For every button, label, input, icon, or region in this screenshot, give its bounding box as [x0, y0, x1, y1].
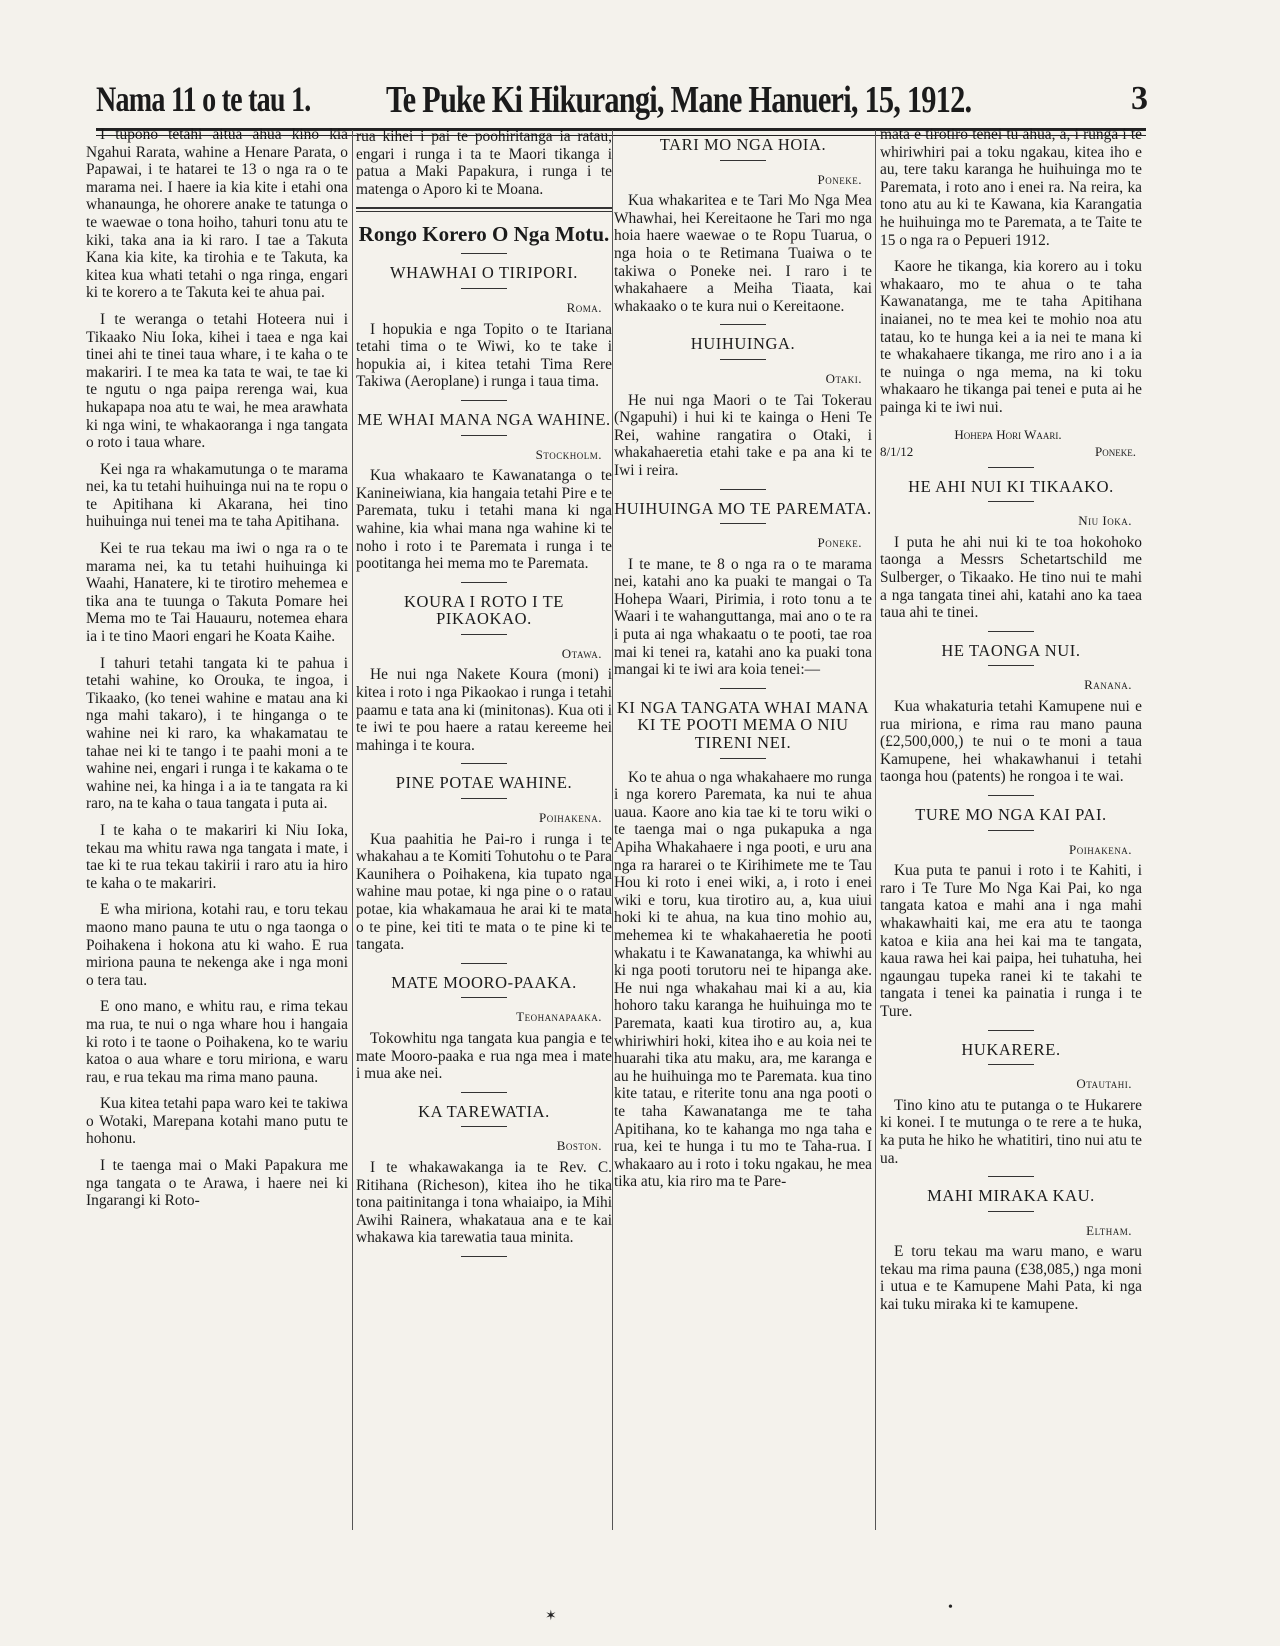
rule	[988, 830, 1034, 831]
masthead	[96, 78, 1146, 126]
paragraph: I te weranga o tetahi Hoteera nui i Tikaako Niu Ioka, kihei i taea e nga kai tinei ahi te tinei taua whare, i te kaha o te makariri. I te mea ka tata te wai, te tae ki te ngutu o nga paipa rerenga wai, kua hukapapa noa atu te wai, he mea arawhata ki nga wini, te whakaoranga i nga tangata o roto i taua whare.	[86, 310, 348, 452]
article-heading: MAHI MIRAKA KAU.	[927, 1186, 1095, 1206]
dateline: Poneke.	[817, 171, 862, 187]
column-divider	[612, 130, 613, 1530]
article-heading: KI NGA TANGATA WHAI MANA KI TE POOTI MEMA O NIU TIRENI NEI.	[616, 697, 870, 753]
rule	[461, 435, 507, 436]
article-heading: MATE MOORO-PAAKA.	[391, 972, 577, 992]
paragraph: E ono mano, e whitu rau, e rima tekau ma rua, te nui o nga whare hou i hangaia ki roto i te taone o Poihakena, ko te wariu katoa o aua whare e toru miriona, e waru rau, e rua tekau ma rima mano pauna.	[86, 998, 348, 1086]
rule	[988, 501, 1034, 502]
column-3	[614, 130, 872, 1200]
rule	[720, 758, 766, 759]
article-heading: ME WHAI MANA NGA WAHINE.	[357, 409, 611, 429]
rule	[461, 997, 507, 998]
page-number: 3	[1131, 80, 1148, 117]
dateline: Poihakena.	[1069, 841, 1132, 857]
article-heading: TURE MO NGA KAI PAI.	[915, 805, 1107, 824]
paragraph: Kua kitea tetahi papa waro kei te takiwa o Wotaki, Marepana kotahi mano putu te hohonu.	[86, 1095, 348, 1148]
dateline: Ranana.	[1084, 677, 1132, 693]
signature-place: Poneke.	[1095, 444, 1136, 460]
dateline: Niu Ioka.	[1078, 513, 1132, 529]
rule	[461, 400, 507, 401]
article-heading: PINE POTAE WAHINE.	[395, 773, 573, 793]
paragraph: Kei nga ra whakamutunga o te marama nei, ka tu tetahi huihuinga nui na te ropu o te Apitihana ki Akarana, hei tino huihuinga nui tenei ma te taha Apitihana.	[86, 460, 348, 531]
paragraph: Kei te rua tekau ma iwi o nga ra o te marama nei, ka tu tetahi huihuinga ki Waahi, Hanatere, ki te tirotiro mehemea e tika ana te tuunga o Takuta Pomare hei Mema mo te Tai Hauauru, notemea ehara ia i te tino Maori engari he Koata Kaihe.	[86, 540, 348, 646]
dateline: Otawa.	[561, 645, 602, 661]
rule	[461, 763, 507, 764]
article-heading: WHAWHAI O TIRIPORI.	[389, 263, 579, 283]
rule	[461, 253, 507, 254]
article-body: I te whakawakanga ia te Rev. C. Ritihana (Richeson), kitea iho he tika tona paitinitanga i tona whaiaipo, ia Mihi Awihi Rainera, whakatauа ana e te kai whakawa kia tarewatia taua minita.	[356, 1158, 612, 1247]
signature-line	[880, 443, 1136, 461]
rule	[988, 631, 1034, 632]
column-1	[86, 126, 348, 1219]
article-body: He nui nga Maori o te Tai Tokerau (Ngapuhi) i hui ki te kainga o Heni Te Rei, wahine rangatira o Otaki, i whakahaeretia etahi take e pa ana ki te Iwi i reira.	[614, 391, 872, 479]
article-heading: HE TAONGA NUI.	[941, 640, 1081, 660]
dateline: Otaki.	[825, 370, 862, 386]
section-title: Rongo Korero O Nga Motu.	[358, 222, 610, 247]
rule	[988, 1064, 1034, 1065]
column-4	[880, 126, 1142, 1323]
paragraph: Kaore he tikanga, kia korero au i toku whakaaro, mo te ahua o te taha Kawanatanga, me te taha Apitihana inaianei, no te mea kei te mohio noa atu tatau, ko te hunga kei a ia nei te mana ki te whakahaere tikanga, me riro ano i a ia te nuinga o nga mema, na ki toku whakaaro he tikanga pai tenei e puta ai he painga ki te iwi nui.	[880, 258, 1142, 416]
article-body: I hopukia e nga Topito o te Itariana tetahi tima o te Wiwi, ko te take i hopukia ai, i kitea tetahi Tima Rere Takiwa (Aeroplane) i runga i taua tima.	[356, 320, 612, 391]
dateline: Eltham.	[1086, 1222, 1132, 1238]
article-body: Tino kino atu te putanga o te Hukarere ki konei. I te mutunga o te rere a te huka, ka puta he hiko he whatitiri, tino nui atu te ua.	[880, 1096, 1142, 1167]
dateline: Stockholm.	[535, 446, 602, 462]
rule	[461, 963, 507, 964]
dateline: Roma.	[566, 299, 602, 315]
article-body: Kua paahitia he Pai-ro i runga i te whakahau a te Komiti Tohutohu o te Para Kaunihera o Poihakena, kia tupato nga wahine mau potae, ki nga pine o o ratau potae, kia whakamaua he arai ki te mata o te pine, kei titi te mata o te pine ki te tangata.	[356, 830, 612, 954]
ink-speck: ✶	[545, 1609, 557, 1624]
rule	[461, 288, 507, 289]
article-body: Kua whakaturia tetahi Kamupene nui e rua miriona, e rima rau mano pauna (£2,500,000,) te nui o te moni a taua Kamupene, hei whakawhanui i tetahi taonga hou (patents) he rongoa i te wai.	[880, 698, 1142, 786]
paragraph: E wha miriona, kotahi rau, e toru tekau maono mano pauna te utu o nga taonga o Poihakena i hokona atu ki waho. E rua miriona pauna te nekenga ake i nga moni o tera tau.	[86, 901, 348, 989]
section-rule	[356, 207, 612, 212]
rule	[988, 1176, 1034, 1177]
paragraph: I te kaha o te makariri ki Niu Ioka, tekau ma whitu rawa nga tangata i mate, i tae ki te rua tekau takirii i raro atu ia hiro te kaha o te makariri.	[86, 821, 348, 892]
ink-speck: •	[948, 1600, 953, 1615]
rule	[461, 634, 507, 635]
rule	[988, 665, 1034, 666]
article-body: Kua whakaaro te Kawanatanga o te Kanineiwiana, kia hangaia tetahi Pire e te Paremata, tuku i tetahi mana ki nga wahine, kia whai mana nga wahine ki te noho i roto i te Paremata i runga i te pootitanga hei mema mo te Paremata.	[356, 467, 612, 573]
rule	[988, 1211, 1034, 1212]
article-body: Tokowhitu nga tangata kua pangia e te mate Mooro-paaka e rua nga mea i mate i mua ake nei.	[356, 1029, 612, 1083]
article-body: E toru tekau ma waru mano, e waru tekau ma rima pauna (£38,085,) nga moni i utua e te Kamupene Mahi Pata, ki nga kai tuku miraka ki te kamupene.	[880, 1243, 1142, 1314]
rule	[720, 160, 766, 161]
article-heading: HE AHI NUI KI TIKAAKO.	[908, 476, 1114, 496]
rule	[461, 798, 507, 799]
rule	[988, 795, 1034, 796]
paragraph: I tupono tetahi aitua ahua kino kia Ngahui Rarata, wahine a Henare Parata, o Papawai, i te hatarei te 13 o nga ra o te marama nei. I haere ia kia kite i etahi ona whanaunga, he ohorere anake te tatunga o te waewae o tona hoiho, tahuri tonu atu te kiki, taka ana ia ki raro. I tae a Takuta Kana kia kite, ka tirohia e te Takuta, ka kitea kua whati tetahi o nga ringa, engari ki te korero a te Takuta kei te ahua pai.	[86, 126, 348, 302]
rule	[461, 1092, 507, 1093]
paragraph: I te taenga mai o Maki Papakura me nga tangata o te Arawa, i haere nei ki Ingarangi ki Roto-	[86, 1157, 348, 1210]
column-divider	[352, 130, 353, 1530]
dateline: Poihakena.	[539, 810, 602, 826]
article-heading: HUIHUINGA MO TE PAREMATA.	[614, 498, 872, 518]
rule	[988, 1030, 1034, 1031]
rule	[461, 582, 507, 583]
masthead-title: Te Puke Ki Hikurangi, Mane Hanueri, 15, 1912.	[386, 79, 972, 121]
rule	[461, 1126, 507, 1127]
paragraph: mata e tirotiro tenei tu ahua, a, i runga i te whiriwhiri pai a toku ngakau, kitea iho e au, tere taku karanga he huihuinga mo te Paremata, i roto ano i enei ra. Na reira, ka tono atu au ki te Kawana, kia Karangatia he huihuinga mo te Paremata, a te Taite te 15 o nga ra o Pepueri 1912.	[880, 126, 1142, 249]
article-body: Kua whakaritea e te Tari Mo Nga Mea Whawhai, hei Kereitaone he Tari mo nga hoia haere waewae o te Ropu Tuarua, o nga hoia o te Retimana Tuaiwa o te takiwa o Poneke nei. I raro i te whakahaere a Meiha Tiaata, kai whakaako o te kura nui o Kereitaone.	[614, 192, 872, 315]
article-body: I te mane, te 8 o nga ra o te marama nei, katahi ano ka puaki te mangai o Ta Hohepa Waari, Pirimia, i roto tonu a te Waari i te wahanguttanga, mai ano o te ra i puta ai nga whakaatu o te pooti, tae roa mai ki tenei ra, katahi ano ka puaki tona mangai ki te iwi ara koia tenei:—	[614, 555, 872, 679]
article-body: I puta he ahi nui ki te toa hokohoko taonga a Messrs Schetartschild me Sulberger, o Tikaako. He tino nui te mahi a nga tangata tinei ahi, katahi ano ka taea taua ahi te tinei.	[880, 533, 1142, 622]
issue-number: Nama 11 o te tau 1.	[96, 79, 311, 119]
rule	[720, 359, 766, 360]
paragraph: I tahuri tetahi tangata ki te pahua i tetahi wahine, ko Orouka, te ingoa, i Tikaako, (ko tenei wahine e matau ana ki nga mahi takaro), i te hinganga o te wahine nei ki raro, ka whakamatau te tahae nei ki te tango i te paahi moni a te wahine nei, engari i runga i te kakama o te wahine nei, ka hinga i a ia te tangata ra ki raro, na te kaha o taua tangata i puta ai.	[86, 654, 348, 813]
rule	[461, 1256, 507, 1257]
dateline: Boston.	[556, 1138, 602, 1154]
article-body: He nui nga Nakete Koura (moni) i kitea i roto i nga Pikaokao i runga i tetahi paamu e tata ana ki (minitonas). Kua oti i te iwi te pou haere a ratau kereeme hei mahinga i te koura.	[356, 666, 612, 754]
dateline: Teohanapaaka.	[516, 1009, 602, 1025]
signature: Hohepa Hori Waari.	[954, 426, 1062, 442]
rule	[988, 467, 1034, 468]
dateline: Otautahi.	[1076, 1076, 1132, 1092]
signature-date: 8/1/12	[880, 444, 914, 460]
article-heading: HUIHUINGA.	[690, 334, 796, 354]
paragraph: rua kihei i pai te poohiritanga ia ratau, engari i runga i ta te Maori tikanga i patua a Maki Papakura, i runga i te matenga o Aporo ki te Moana.	[356, 128, 612, 198]
article-heading: KA TAREWATIA.	[418, 1101, 550, 1121]
article-heading: TARI MO NGA HOIA.	[659, 135, 827, 154]
rule	[720, 523, 766, 524]
article-heading: HUKARERE.	[961, 1039, 1061, 1059]
article-heading: KOURA I ROTO I TE PIKAOKAO.	[404, 591, 564, 629]
article-body: Ko te ahua o nga whakahaere mo runga i nga korero Paremata, ka nui te ahua uaua. Kaore ano kia tae ki te toru wiki o te taenga mai o nga pukapuka a nga Apiha Whakahaere i nga pooti, e uru ana nga ra hararei o te Kirihimete me te Tau Hou ki roto i enei wiki, a, i roto i enei wiki e toru, kua tirotiro au, a, kua uiui hoki ki te ahua, na kua tino mohio au, mehemea ki te whakahaeretia he pooti whakatu i te Kawanatanga, ka whiwhi au ki nga pooti torutoru nei te hipanga ake. He nui nga whakahau mai ki a au, kia hohoro taku karanga he huihuinga mo te Paremata, kaati kua tirotiro au, a, kua whiriwhiri hoki, kitea iho e au koia nei te huarahi tika atu maku, ara, me karanga e au he huihuinga mo te Paremata. kua tino kite tatau, e riterite tonu ana nga pooti o te taha Kawanatanga me te taha Apitihana, ko te kahanga mo nga taha e rua, kei te hunga i tu mo te Taha-rua. I whakaaro au i roto i toku ngakau, he mea tika atu, kia riro ma te Pare-	[614, 768, 873, 1191]
dateline: Poneke.	[817, 535, 862, 551]
article-body: Kua puta te panui i roto i te Kahiti, i raro i Te Ture Mo Nga Kai Pai, ko nga tangata katoa e mahi ana i nga mahi whakawhaiti kai, me era atu te taonga katoa e kiia ana hei kai ma te tangata, kaua rawa hei kai paipa, hei tuhatuha, hei ngaungau tupeka ranei ki te takahi te tangata i tenei ka painatia i runga i te Ture.	[880, 862, 1142, 1020]
rule	[720, 324, 766, 325]
column-2	[356, 128, 612, 1267]
column-divider	[875, 130, 876, 1530]
rule	[720, 688, 766, 689]
rule	[720, 489, 766, 490]
